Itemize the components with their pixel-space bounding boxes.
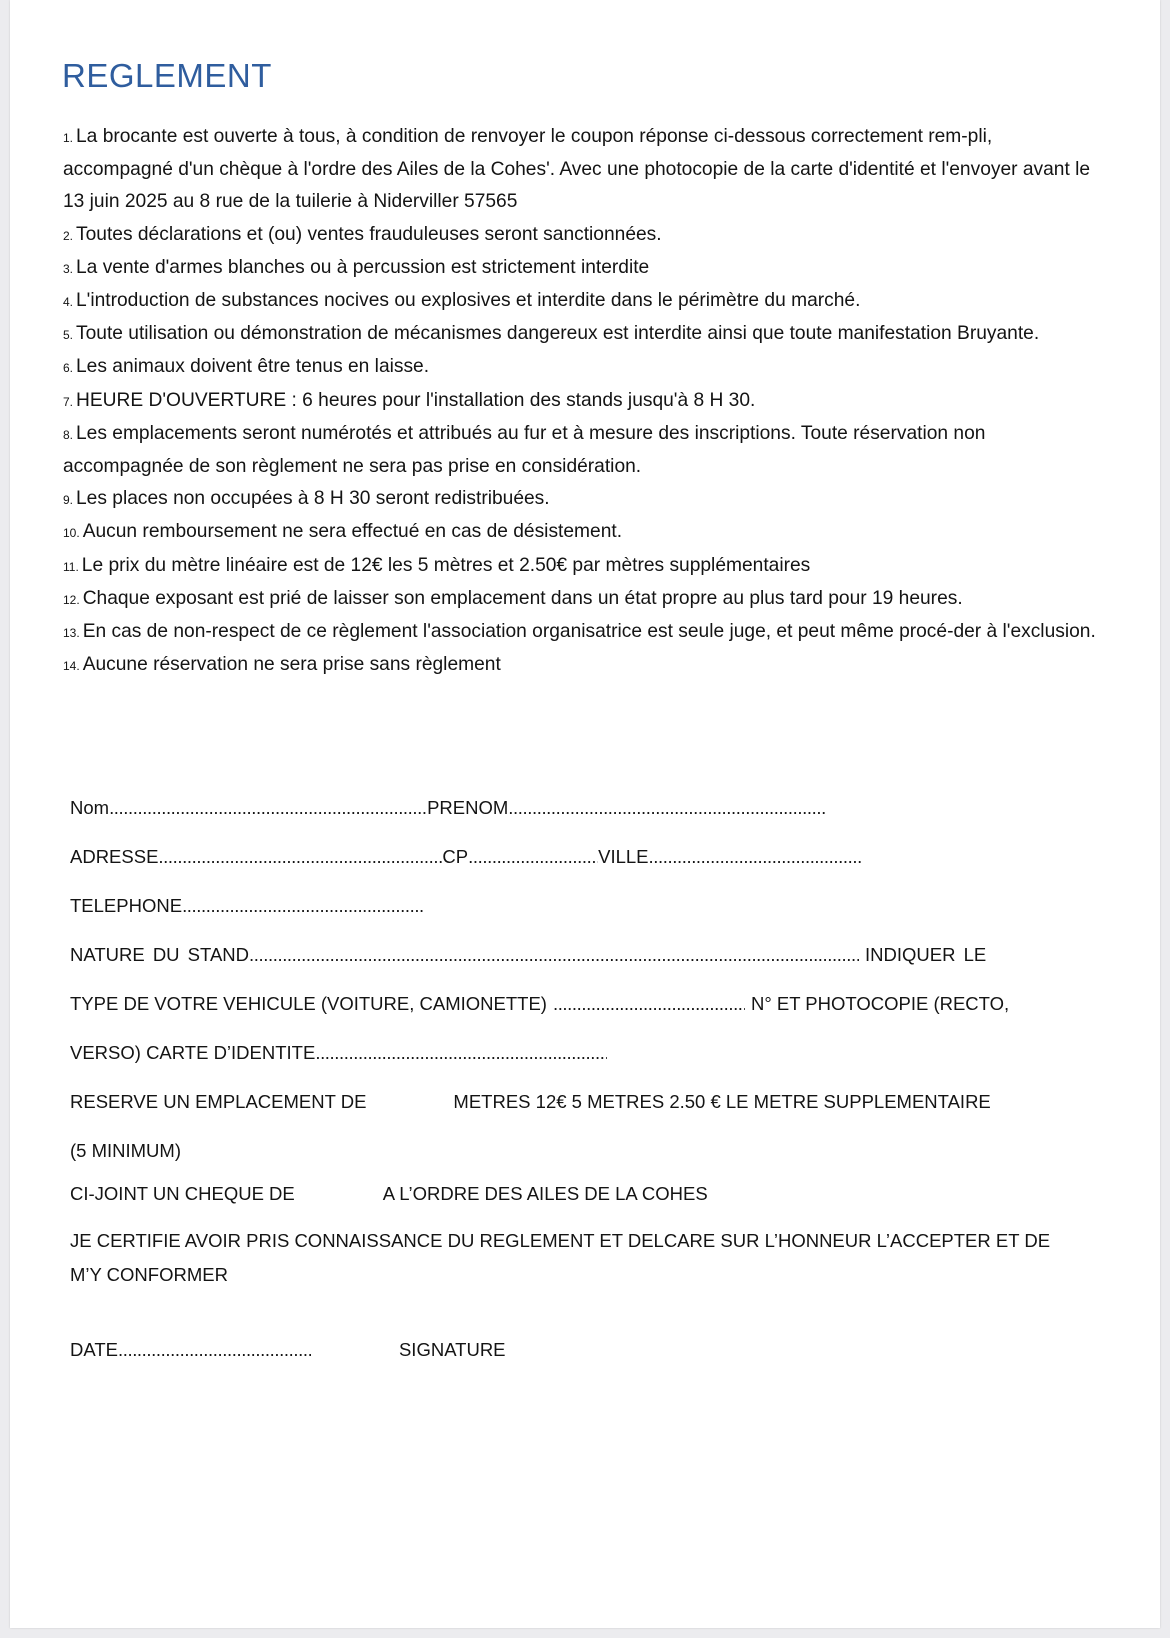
rule-item — [63, 616, 1098, 649]
form-row-date-signature — [70, 1336, 506, 1364]
rule-number: 3. — [63, 261, 74, 276]
rule-number: 10. — [63, 526, 80, 541]
rule-item — [63, 318, 1098, 351]
rule-text: La vente d'armes blanches ou à percussion est strictement interdite — [76, 256, 650, 278]
rule-text: L'introduction de substances nocives ou explosives et interdite dans le périmètre du marché. — [76, 290, 861, 312]
form-row-certify — [70, 1224, 1070, 1292]
ville-field[interactable] — [649, 843, 863, 871]
rule-number: 11. — [63, 559, 79, 574]
telephone-field[interactable] — [182, 892, 424, 920]
carte-identite-label: VERSO) CARTE D’IDENTITE — [70, 1042, 316, 1063]
date-field[interactable] — [118, 1336, 311, 1364]
rule-number: 8. — [63, 427, 74, 442]
rule-text: Toute utilisation ou démonstration de mécanismes dangereux est interdite ainsi que toute manifestation Bruyante. — [76, 323, 1040, 345]
rule-item — [63, 121, 1098, 219]
form-row-id-card — [70, 1039, 607, 1067]
form-row-stand — [70, 941, 986, 969]
rule-item — [63, 418, 1098, 483]
ville-label: VILLE — [598, 846, 649, 867]
rule-item — [63, 219, 1098, 252]
rule-text: Le prix du mètre linéaire est de 12€ les 5 mètres et 2.50€ par mètres supplémentaires — [81, 554, 811, 576]
rule-number: 5. — [63, 328, 74, 343]
form-row-cheque — [70, 1180, 708, 1208]
rule-text: Les places non occupées à 8 H 30 seront redistribuées. — [76, 488, 550, 510]
rule-item — [63, 483, 1098, 516]
rule-number: 13. — [63, 626, 80, 641]
signature-label: SIGNATURE — [398, 1339, 506, 1360]
document-page — [10, 0, 1160, 1628]
ordre-label: A L’ORDRE DES AILES DE LA COHES — [382, 1183, 708, 1204]
prenom-label: PRENOM — [427, 797, 509, 818]
form-row-name — [70, 794, 826, 822]
vehicule-field[interactable] — [553, 990, 745, 1018]
rule-number: 14. — [63, 659, 80, 674]
rule-item — [63, 351, 1098, 384]
form-row-address — [70, 843, 863, 871]
nom-field[interactable] — [109, 794, 427, 822]
rule-number: 2. — [63, 228, 74, 243]
adresse-field[interactable] — [158, 843, 442, 871]
cp-label: CP — [442, 846, 469, 867]
date-label: DATE — [70, 1339, 118, 1360]
certify-text: JE CERTIFIE AVOIR PRIS CONNAISSANCE DU REGLEMENT ET DELCARE SUR L’HONNEUR L’ACCEPTER ET DE M’Y CONFORMER — [70, 1230, 1051, 1285]
rule-text: Toutes déclarations et (ou) ventes frauduleuses seront sanctionnées. — [76, 223, 662, 245]
metres-prix-label: METRES 12€ 5 METRES 2.50 € LE METRE SUPPLEMENTAIRE — [453, 1091, 991, 1112]
rule-number: 4. — [63, 295, 74, 310]
rule-number: 1. — [63, 131, 74, 145]
rule-text: Aucune réservation ne sera prise sans règlement — [82, 654, 501, 676]
rule-text: La brocante est ouverte à tous, à condition de renvoyer le coupon réponse ci-dessous correctement rem-pli, accompagné d'un chèque à l'ordre des Ailes de la Cohes'. Avec une photocopie de la carte d'identité et l'envoyer avant le 13 juin 2025 au 8 rue de la tuilerie à Niderviller 57565 — [63, 126, 1091, 213]
cp-field[interactable] — [468, 843, 598, 871]
rules-list — [63, 121, 1098, 682]
form-row-minimum — [70, 1137, 181, 1165]
rule-number: 7. — [63, 394, 74, 409]
nature-stand-label: NATURE DU STAND — [70, 944, 250, 965]
rule-item — [63, 649, 1098, 682]
photocopie-label: N° ET PHOTOCOPIE (RECTO, — [750, 993, 1010, 1014]
form-row-telephone — [70, 892, 424, 920]
cheque-label: CI-JOINT UN CHEQUE DE — [70, 1183, 295, 1204]
rule-text: En cas de non-respect de ce règlement l'association organisatrice est seule juge, et peut même procé-der à l'exclusion. — [82, 621, 1096, 643]
rule-text: Les animaux doivent être tenus en laisse. — [76, 356, 430, 378]
carte-identite-field[interactable] — [315, 1039, 607, 1067]
rule-item — [63, 550, 1098, 583]
rule-text: Chaque exposant est prié de laisser son emplacement dans un état propre au plus tard pour 19 heures. — [82, 587, 963, 609]
rule-number: 9. — [63, 493, 74, 508]
minimum-label: (5 MINIMUM) — [70, 1140, 181, 1161]
nom-label: Nom — [70, 797, 110, 818]
rule-number: 12. — [63, 592, 80, 607]
page-title: REGLEMENT — [62, 57, 272, 94]
nature-stand-field[interactable] — [249, 941, 859, 969]
rule-item — [63, 252, 1098, 285]
rule-item — [63, 583, 1098, 616]
rule-text: Aucun remboursement ne sera effectué en cas de désistement. — [82, 521, 623, 543]
indiquer-label: INDIQUER LE — [865, 944, 987, 965]
telephone-label: TELEPHONE — [70, 895, 183, 916]
form-row-reservation — [70, 1088, 991, 1116]
rule-item — [63, 285, 1098, 318]
rule-item — [63, 516, 1098, 549]
adresse-label: ADRESSE — [70, 846, 159, 867]
prenom-field[interactable] — [508, 794, 826, 822]
rule-text: Les emplacements seront numérotés et attribués au fur et à mesure des inscriptions. Toute réservation non accompagnée de son règlement ne sera pas prise en considération. — [63, 422, 986, 478]
reserve-label: RESERVE UN EMPLACEMENT DE — [70, 1091, 367, 1112]
type-vehicule-label: TYPE DE VOTRE VEHICULE (VOITURE, CAMIONETTE) — [70, 993, 547, 1014]
rule-text: HEURE D'OUVERTURE : 6 heures pour l'installation des stands jusqu'à 8 H 30. — [76, 389, 756, 411]
rule-number: 6. — [63, 361, 74, 376]
form-row-vehicle — [70, 990, 1009, 1018]
rule-item — [63, 385, 1098, 418]
